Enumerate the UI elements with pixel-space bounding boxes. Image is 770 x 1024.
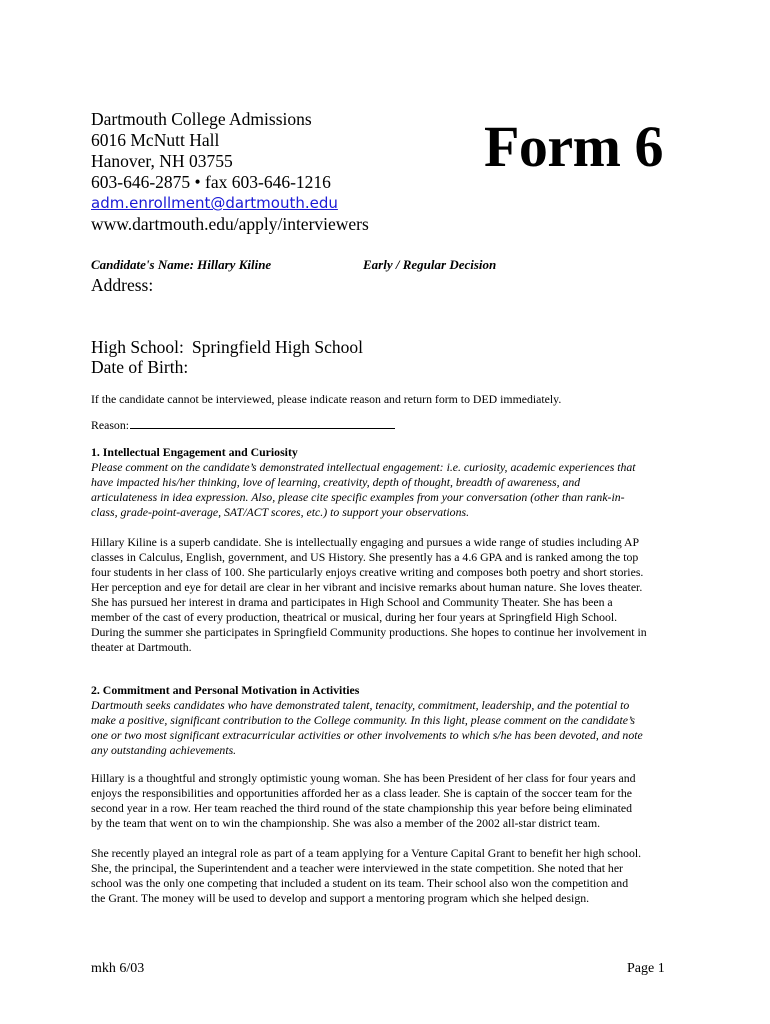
response-line: classes in Calculus, English, government, and US History. She presently has a 4.6 GPA and is ranked among the top bbox=[91, 550, 639, 564]
website-address: www.dartmouth.edu/apply/interviewers bbox=[91, 214, 369, 234]
candidate-name: Candidate's Name: Hillary Kiline bbox=[91, 257, 272, 272]
phone-fax: 603-646-2875 • fax 603-646-1216 bbox=[91, 172, 331, 192]
candidate-row bbox=[91, 256, 691, 273]
prompt-line: Please comment on the candidate’s demonstrated intellectual engagement: i.e. curiosity, academic experiences that bbox=[91, 460, 636, 474]
response-line: Hillary Kiline is a superb candidate. She is intellectually engaging and pursues a wide range of studies including AP bbox=[91, 535, 640, 549]
response-line: Hillary is a thoughtful and strongly optimistic young woman. She has been President of her class for four years and bbox=[91, 771, 636, 785]
prompt-line: make a positive, significant contribution to the College community. In this light, please comment on the candidate’s bbox=[91, 713, 635, 727]
prompt-line: Dartmouth seeks candidates who have demonstrated talent, tenacity, commitment, leadership, and the potential to bbox=[91, 698, 630, 712]
response-line: member of the cast of every production, theatrical or musical, during her four years at Springfield High School. bbox=[91, 610, 618, 624]
response-line: Her perception and eye for detail are clear in her vibrant and incisive remarks about human nature. She loves theater. bbox=[91, 580, 643, 594]
response-line: She, the principal, the Superintendent and a teacher were interviewed in the state competition. She noted that her bbox=[91, 861, 623, 875]
email-link[interactable]: adm.enrollment@dartmouth.edu bbox=[91, 194, 338, 212]
date-of-birth-label: Date of Birth: bbox=[91, 357, 189, 377]
high-school-field bbox=[91, 337, 363, 358]
section-prompt bbox=[91, 698, 691, 758]
response-line: school was the only one competing that included a student on its team. Their school also won the competition and bbox=[91, 876, 629, 890]
reason-field bbox=[91, 416, 395, 433]
section-heading: 1. Intellectual Engagement and Curiosity bbox=[91, 445, 298, 459]
response-line: theater at Dartmouth. bbox=[91, 640, 192, 654]
prompt-line: have impacted his/her thinking, love of learning, creativity, depth of thought, breadth of awareness, and bbox=[91, 475, 581, 489]
section-intellectual-engagement bbox=[91, 445, 691, 520]
decision-type: Early / Regular Decision bbox=[363, 257, 497, 272]
section2-response-first bbox=[91, 771, 691, 831]
section-prompt bbox=[91, 460, 691, 520]
response-line: four students in her class of 100. She particularly enjoys creative writing and composes both poetry and short stories. bbox=[91, 565, 644, 579]
response-line: She recently played an integral role as part of a team applying for a Venture Capital Grant to benefit her high school. bbox=[91, 846, 642, 860]
section1-response bbox=[91, 535, 691, 655]
form-title: Form 6 bbox=[484, 114, 663, 179]
response-line: by the team that went on to win the championship. She was also a member of the 2002 all-star district team. bbox=[91, 816, 601, 830]
footer-revision: mkh 6/03 bbox=[91, 961, 145, 976]
response-line: the Grant. The money will be used to develop and support a mentoring program which she helped design. bbox=[91, 891, 590, 905]
address-label: Address: bbox=[91, 275, 154, 295]
interview-note: If the candidate cannot be interviewed, please indicate reason and return form to DED immediately. bbox=[91, 392, 562, 406]
prompt-line: class, grade-point-average, SAT/ACT scores, etc.) to support your observations. bbox=[91, 505, 470, 519]
institution-name: Dartmouth College Admissions bbox=[91, 109, 312, 129]
prompt-line: one or two most significant extracurricular activities or other involvements to which s/he has been devoted, and note bbox=[91, 728, 643, 742]
section-commitment-motivation bbox=[91, 683, 691, 758]
admissions-address-block bbox=[91, 109, 451, 235]
reason-label: Reason: bbox=[91, 418, 130, 432]
response-line: She has pursued her interest in drama and participates in High School and Community Theater. She has been a bbox=[91, 595, 613, 609]
section-heading: 2. Commitment and Personal Motivation in Activities bbox=[91, 683, 360, 697]
section2-response-second bbox=[91, 846, 691, 906]
response-line: second year in a row. Her team reached the third round of the state championship this year before being eliminated bbox=[91, 801, 633, 815]
prompt-line: articulateness in idea expression. Also, please cite specific examples from your conversation (other than rank-in- bbox=[91, 490, 625, 504]
response-line: During the summer she participates in Springfield Community productions. She hopes to continue her involvement in bbox=[91, 625, 647, 639]
prompt-line: any outstanding achievements. bbox=[91, 743, 237, 757]
reason-blank-line bbox=[130, 416, 395, 429]
building-address: 6016 McNutt Hall bbox=[91, 130, 220, 150]
high-school-label: High School: bbox=[91, 337, 184, 357]
page-number: Page 1 bbox=[627, 961, 665, 976]
response-line: enjoys the responsibilities and opportunities afforded her as a class leader. She is captain of the soccer team for the bbox=[91, 786, 632, 800]
city-address: Hanover, NH 03755 bbox=[91, 151, 233, 171]
high-school-value: Springfield High School bbox=[191, 337, 363, 357]
